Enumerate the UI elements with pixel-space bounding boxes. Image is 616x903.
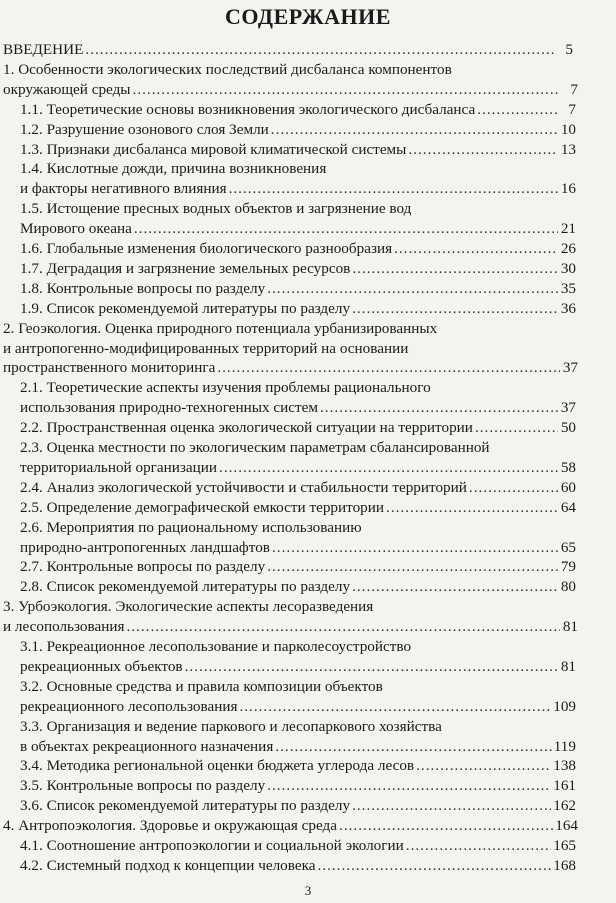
leader-dots: [267, 279, 558, 298]
toc-section-3[interactable]: и лесопользования ..... 81: [3, 617, 578, 636]
toc-page-number: 5: [565, 41, 573, 58]
toc-entry-2-7[interactable]: 2.7. Контрольные вопросы по разделу ..... 79: [20, 557, 576, 576]
leader-dots: [185, 657, 558, 676]
leader-dots: [394, 239, 558, 258]
toc-entry-1-1[interactable]: 1.1. Теоретические основы возникновения экологического дисбаланса ..... 7: [20, 100, 576, 119]
leader-dots: [134, 219, 558, 238]
toc-entry-2-5[interactable]: 2.5. Определение демографической емкости территории ..... 64: [20, 498, 576, 517]
leader-dots: [339, 816, 553, 835]
toc-entry-3-3[interactable]: в объектах рекреационного назначения ..... 119: [20, 737, 576, 756]
leader-dots: [133, 80, 560, 99]
leader-dots: [229, 179, 558, 198]
toc-page-number: 7: [570, 81, 578, 98]
leader-dots: [317, 856, 551, 875]
toc-entry-3-2[interactable]: рекреационного лесопользования ..... 109: [20, 697, 576, 716]
toc-entry-2-1-line1: 2.1. Теоретические аспекты изучения проблемы рационального: [20, 379, 431, 396]
leader-dots: [406, 836, 551, 855]
leader-dots: [352, 299, 558, 318]
toc-section-2-line2: и антропогенно-модифицированных территорий на основании: [3, 340, 409, 357]
leader-dots: [386, 498, 558, 517]
leader-dots: [477, 100, 558, 119]
toc-entry-4-1[interactable]: 4.1. Соотношение антропоэкологии и социальной экологии ..... 165: [20, 836, 576, 855]
toc-section-1[interactable]: окружающей среды ..... 7: [3, 80, 578, 99]
leader-dots: [219, 458, 558, 477]
toc-entry-2-3[interactable]: территориальной организации ..... 58: [20, 458, 576, 477]
toc-entry-3-2-line1: 3.2. Основные средства и правила композиции объектов: [20, 678, 383, 695]
toc-entry-3-4[interactable]: 3.4. Методика региональной оценки бюджета углерода лесов ..... 138: [20, 756, 576, 775]
leader-dots: [469, 478, 558, 497]
toc-section-3-line1: 3. Урбоэкология. Экологические аспекты лесоразведения: [3, 598, 374, 615]
toc-entry-1-5[interactable]: Мирового океана ..... 21: [20, 219, 576, 238]
toc-entry-1-9[interactable]: 1.9. Список рекомендуемой литературы по разделу ..... 36: [20, 299, 576, 318]
toc-section-1-line1: 1. Особенности экологических последствий дисбаланса компонентов: [3, 61, 452, 78]
toc-entry-intro[interactable]: [3, 40, 573, 59]
toc-entry-2-6-line1: 2.6. Мероприятия по рациональному использованию: [20, 519, 362, 536]
leader-dots: [320, 398, 558, 417]
toc-entry-3-1-line1: 3.1. Рекреационное лесопользование и парколесоустройство: [20, 638, 412, 655]
toc-entry-1-8[interactable]: 1.8. Контрольные вопросы по разделу ..... 35: [20, 279, 576, 298]
toc-entry-1-3[interactable]: 1.3. Признаки дисбаланса мировой климатической системы ..... 13: [20, 140, 576, 159]
toc-entry-1-5-line1: 1.5. Истощение пресных водных объектов и загрязнение вод: [20, 200, 412, 217]
toc-section-2-line1: 2. Геоэкология. Оценка природного потенциала урбанизированных: [3, 320, 438, 337]
toc-entry-1-4-line1: 1.4. Кислотные дожди, причина возникновения: [20, 160, 327, 177]
leader-dots: [408, 140, 558, 159]
leader-dots: [416, 756, 551, 775]
toc-section-4[interactable]: 4. Антропоэкология. Здоровье и окружающая среда ..... 164: [3, 816, 578, 835]
leader-dots: [85, 40, 555, 59]
leader-dots: [352, 577, 558, 596]
toc-entry-2-3-line1: 2.3. Оценка местности по экологическим параметрам сбалансированной: [20, 439, 490, 456]
leader-dots: [267, 557, 558, 576]
leader-dots: [239, 697, 551, 716]
toc-entry-3-6[interactable]: 3.6. Список рекомендуемой литературы по разделу ..... 162: [20, 796, 576, 815]
toc-entry-1-4[interactable]: и факторы негативного влияния ..... 16: [20, 179, 576, 198]
toc-entry-3-1[interactable]: рекреационных объектов ..... 81: [20, 657, 576, 676]
toc-entry-1-6[interactable]: 1.6. Глобальные изменения биологического разнообразия ..... 26: [20, 239, 576, 258]
leader-dots: [352, 259, 558, 278]
leader-dots: [352, 796, 551, 815]
page-title: СОДЕРЖАНИЕ: [225, 4, 391, 29]
toc-entry-text: ВВЕДЕНИЕ: [3, 41, 84, 58]
toc-entry-1-7[interactable]: 1.7. Деградация и загрязнение земельных ресурсов ..... 30: [20, 259, 576, 278]
leader-dots: [271, 120, 558, 139]
leader-dots: [272, 538, 558, 557]
toc-entry-2-6[interactable]: природно-антропогенных ландшафтов ..... 65: [20, 538, 576, 557]
leader-dots: [267, 776, 551, 795]
leader-dots: [275, 737, 551, 756]
toc-entry-2-2[interactable]: 2.2. Пространственная оценка экологической ситуации на территории ..... 50: [20, 418, 576, 437]
leader-dots: [475, 418, 558, 437]
toc-section-2[interactable]: пространственного мониторинга ..... 37: [3, 358, 578, 377]
page-number: 3: [304, 883, 312, 898]
toc-entry-2-1[interactable]: использования природно-техногенных систем ..... 37: [20, 398, 576, 417]
toc-entry-2-8[interactable]: 2.8. Список рекомендуемой литературы по разделу ..... 80: [20, 577, 576, 596]
leader-dots: [217, 358, 560, 377]
toc-entry-1-2[interactable]: 1.2. Разрушение озонового слоя Земли ..... 10: [20, 120, 576, 139]
toc-entry-4-2[interactable]: 4.2. Системный подход к концепции человека ..... 168: [20, 856, 576, 875]
leader-dots: [126, 617, 560, 636]
toc-entry-2-4[interactable]: 2.4. Анализ экологической устойчивости и стабильности территорий ..... 60: [20, 478, 576, 497]
toc-entry-3-5[interactable]: 3.5. Контрольные вопросы по разделу ..... 161: [20, 776, 576, 795]
toc-entry-3-3-line1: 3.3. Организация и ведение паркового и лесопаркового хозяйства: [20, 718, 442, 735]
